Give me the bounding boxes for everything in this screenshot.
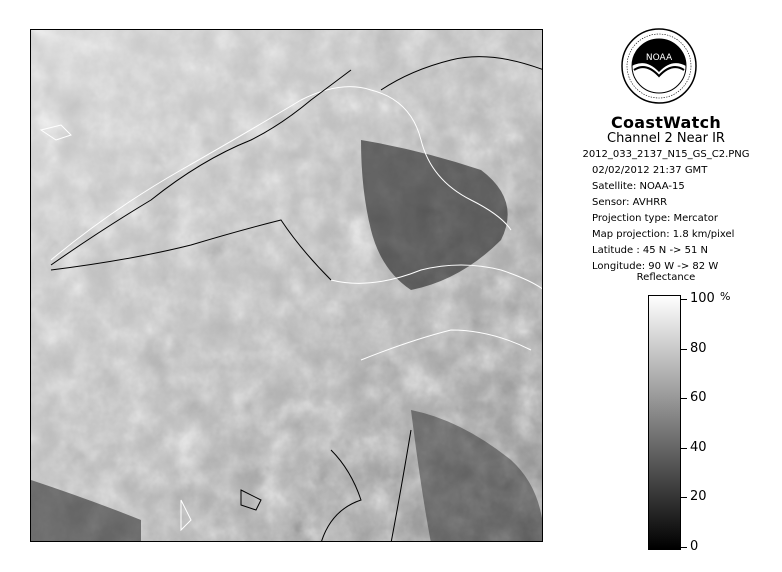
latitude-label: Latitude : 45 N -> 51 N: [592, 245, 708, 256]
noaa-logo: [620, 22, 698, 110]
projection-type-label: Projection type: Mercator: [592, 213, 718, 224]
map-projection-label: Map projection: 1.8 km/pixel: [592, 229, 735, 240]
satellite-label: Satellite: NOAA-15: [592, 181, 685, 192]
filename-label: 2012_033_2137_N15_GS_C2.PNG: [582, 149, 750, 160]
colorbar-tick: [681, 299, 687, 300]
brand-title: CoastWatch: [610, 113, 722, 132]
colorbar-tick-label: 40: [690, 440, 707, 455]
colorbar-tick-label: 80: [690, 341, 707, 356]
colorbar-tick: [681, 349, 687, 350]
longitude-label: Longitude: 90 W -> 82 W: [592, 261, 719, 272]
colorbar-tick-label: 60: [690, 390, 707, 405]
colorbar-tick-label: 100: [690, 291, 715, 306]
colorbar-tick: [681, 497, 687, 498]
colorbar: [648, 295, 681, 550]
colorbar-unit: %: [720, 290, 731, 303]
colorbar-tick-label: 20: [690, 489, 707, 504]
colorbar-tick: [681, 547, 687, 548]
satellite-image: [30, 29, 543, 542]
colorbar-title: Reflectance: [636, 272, 696, 283]
colorbar-tick: [681, 448, 687, 449]
colorbar-tick-label: 0: [690, 539, 699, 554]
sensor-label: Sensor: AVHRR: [592, 197, 668, 208]
colorbar-tick: [681, 398, 687, 399]
logo-center-text: NOAA: [645, 53, 673, 63]
channel-label: Channel 2 Near IR: [607, 131, 725, 146]
datetime-label: 02/02/2012 21:37 GMT: [592, 165, 708, 176]
